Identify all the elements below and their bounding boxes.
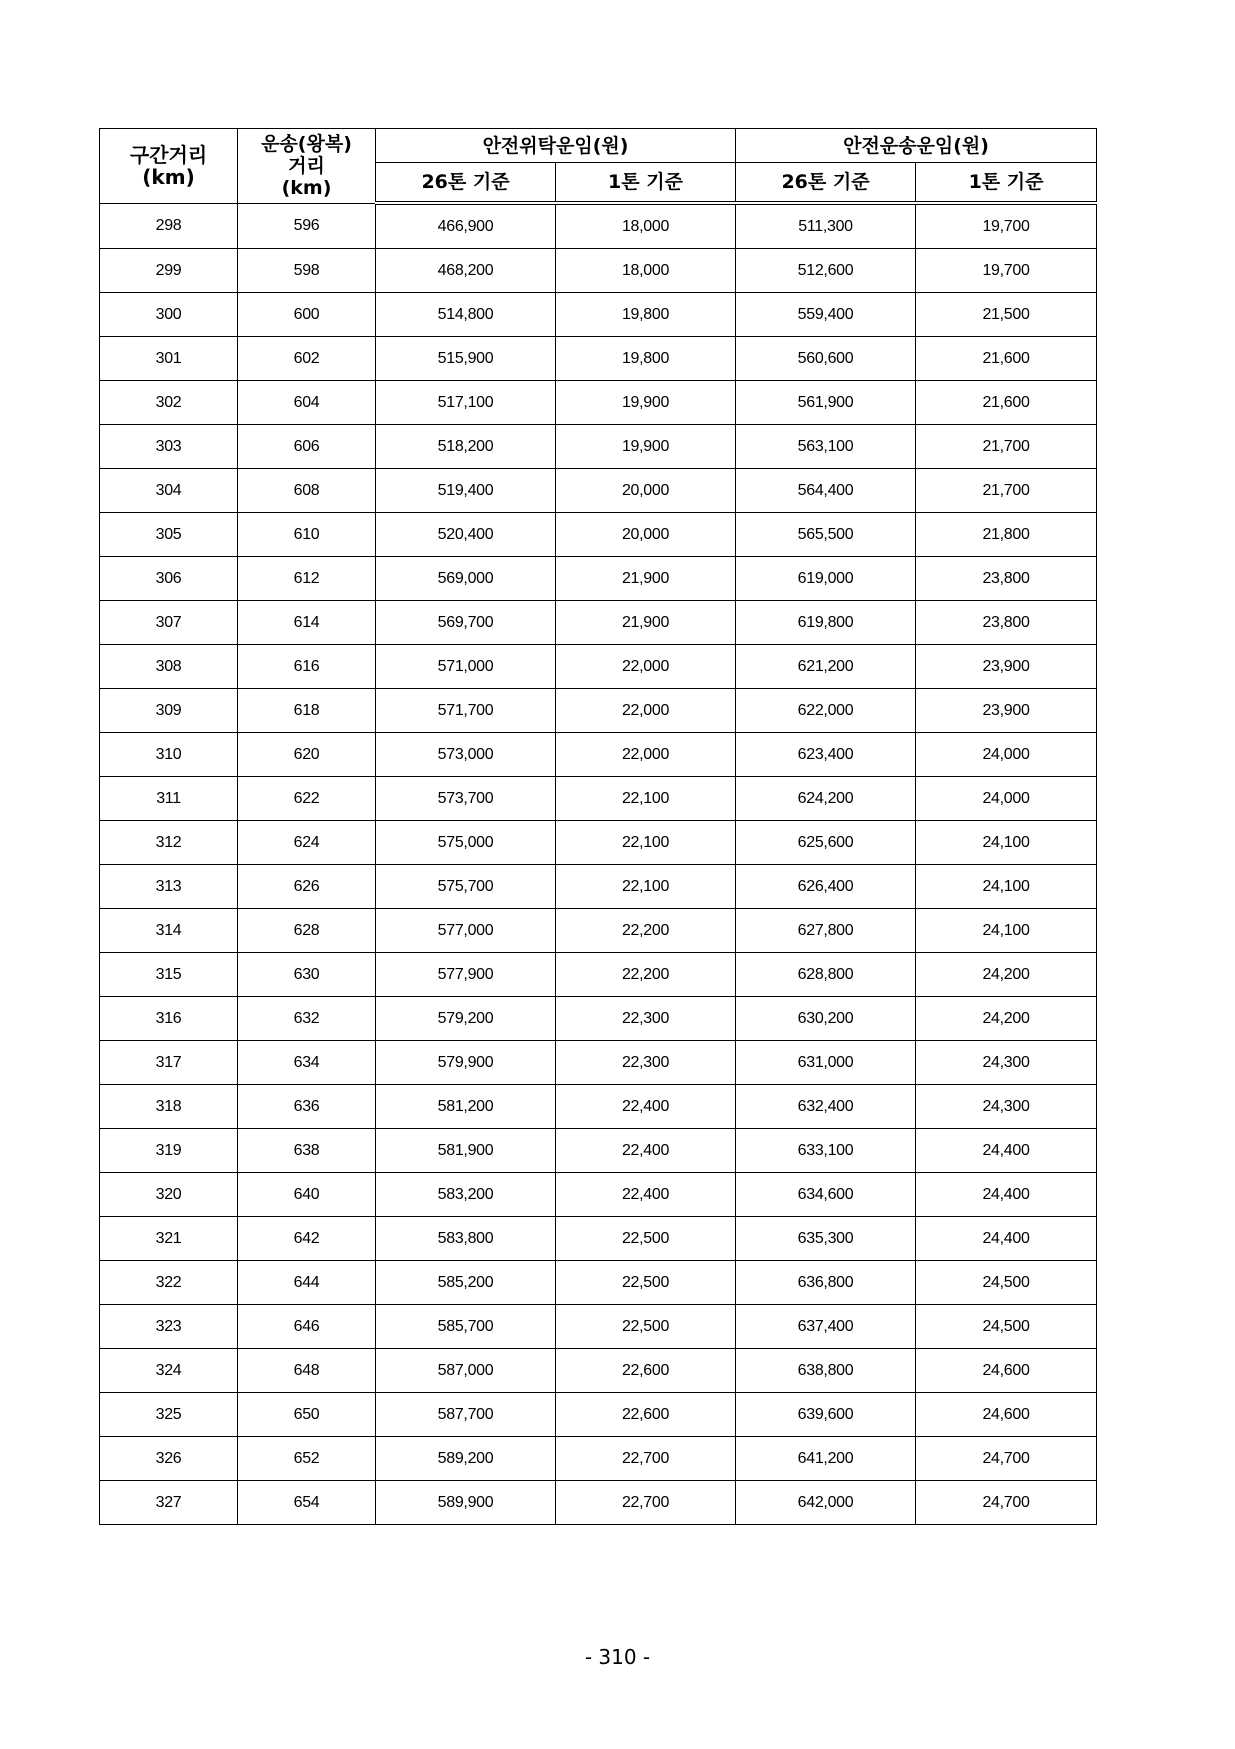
header-section-distance: 구간거리 (km) — [100, 129, 238, 204]
cell-transport-26ton: 624,200 — [736, 777, 916, 821]
table-row — [100, 909, 1097, 953]
cell-transport-distance: 644 — [238, 1261, 376, 1305]
cell-transport-1ton: 21,600 — [916, 381, 1097, 425]
cell-transport-1ton: 24,200 — [916, 953, 1097, 997]
cell-consign-1ton: 22,000 — [556, 689, 736, 733]
table-body — [100, 203, 1097, 1525]
cell-transport-distance: 642 — [238, 1217, 376, 1261]
cell-transport-1ton: 24,500 — [916, 1305, 1097, 1349]
cell-transport-26ton: 564,400 — [736, 469, 916, 513]
cell-consign-26ton: 518,200 — [376, 425, 556, 469]
cell-section-distance: 306 — [100, 557, 238, 601]
cell-transport-26ton: 638,800 — [736, 1349, 916, 1393]
table-header — [100, 129, 1097, 204]
cell-section-distance: 316 — [100, 997, 238, 1041]
table-row — [100, 997, 1097, 1041]
cell-section-distance: 319 — [100, 1129, 238, 1173]
cell-transport-26ton: 622,000 — [736, 689, 916, 733]
cell-section-distance: 298 — [100, 203, 238, 249]
cell-section-distance: 305 — [100, 513, 238, 557]
cell-section-distance: 317 — [100, 1041, 238, 1085]
table-row — [100, 1349, 1097, 1393]
cell-transport-distance: 622 — [238, 777, 376, 821]
cell-transport-1ton: 24,300 — [916, 1041, 1097, 1085]
cell-consign-26ton: 577,900 — [376, 953, 556, 997]
cell-transport-26ton: 641,200 — [736, 1437, 916, 1481]
cell-transport-26ton: 628,800 — [736, 953, 916, 997]
cell-section-distance: 310 — [100, 733, 238, 777]
cell-consign-26ton: 520,400 — [376, 513, 556, 557]
cell-consign-26ton: 587,700 — [376, 1393, 556, 1437]
cell-transport-1ton: 19,700 — [916, 203, 1097, 249]
table-row — [100, 1481, 1097, 1525]
cell-consign-1ton: 22,700 — [556, 1481, 736, 1525]
cell-transport-1ton: 23,800 — [916, 557, 1097, 601]
cell-consign-1ton: 19,800 — [556, 293, 736, 337]
cell-transport-26ton: 642,000 — [736, 1481, 916, 1525]
cell-consign-1ton: 22,700 — [556, 1437, 736, 1481]
cell-section-distance: 304 — [100, 469, 238, 513]
table-row — [100, 1437, 1097, 1481]
table-row — [100, 733, 1097, 777]
cell-section-distance: 314 — [100, 909, 238, 953]
cell-transport-1ton: 24,200 — [916, 997, 1097, 1041]
table-row — [100, 865, 1097, 909]
cell-transport-distance: 606 — [238, 425, 376, 469]
cell-transport-26ton: 559,400 — [736, 293, 916, 337]
table-row — [100, 1041, 1097, 1085]
cell-consign-1ton: 19,900 — [556, 381, 736, 425]
cell-transport-distance: 596 — [238, 203, 376, 249]
cell-transport-distance: 618 — [238, 689, 376, 733]
cell-consign-1ton: 22,100 — [556, 821, 736, 865]
cell-transport-1ton: 24,100 — [916, 909, 1097, 953]
header-safety-consignment-rate: 안전위탁운임(원) — [376, 129, 736, 163]
cell-transport-26ton: 626,400 — [736, 865, 916, 909]
cell-consign-1ton: 22,500 — [556, 1305, 736, 1349]
cell-section-distance: 300 — [100, 293, 238, 337]
cell-consign-26ton: 571,700 — [376, 689, 556, 733]
cell-section-distance: 318 — [100, 1085, 238, 1129]
cell-section-distance: 299 — [100, 249, 238, 293]
cell-transport-26ton: 627,800 — [736, 909, 916, 953]
cell-transport-1ton: 24,600 — [916, 1393, 1097, 1437]
cell-transport-26ton: 561,900 — [736, 381, 916, 425]
cell-section-distance: 301 — [100, 337, 238, 381]
cell-transport-26ton: 625,600 — [736, 821, 916, 865]
cell-transport-distance: 654 — [238, 1481, 376, 1525]
cell-transport-distance: 620 — [238, 733, 376, 777]
cell-transport-1ton: 24,100 — [916, 821, 1097, 865]
cell-transport-26ton: 619,800 — [736, 601, 916, 645]
cell-transport-26ton: 563,100 — [736, 425, 916, 469]
cell-transport-distance: 600 — [238, 293, 376, 337]
header-consign-1ton: 1톤 기준 — [556, 163, 736, 204]
cell-consign-26ton: 587,000 — [376, 1349, 556, 1393]
cell-transport-26ton: 511,300 — [736, 203, 916, 249]
cell-section-distance: 320 — [100, 1173, 238, 1217]
cell-transport-26ton: 635,300 — [736, 1217, 916, 1261]
cell-section-distance: 303 — [100, 425, 238, 469]
table-row — [100, 557, 1097, 601]
cell-consign-1ton: 22,000 — [556, 733, 736, 777]
cell-transport-distance: 626 — [238, 865, 376, 909]
cell-transport-26ton: 565,500 — [736, 513, 916, 557]
cell-consign-26ton: 573,700 — [376, 777, 556, 821]
cell-consign-26ton: 579,200 — [376, 997, 556, 1041]
table-row — [100, 1393, 1097, 1437]
cell-section-distance: 324 — [100, 1349, 238, 1393]
cell-consign-1ton: 22,000 — [556, 645, 736, 689]
cell-transport-26ton: 621,200 — [736, 645, 916, 689]
cell-transport-distance: 598 — [238, 249, 376, 293]
cell-transport-1ton: 24,100 — [916, 865, 1097, 909]
cell-transport-26ton: 623,400 — [736, 733, 916, 777]
cell-consign-26ton: 575,000 — [376, 821, 556, 865]
cell-consign-26ton: 519,400 — [376, 469, 556, 513]
cell-consign-1ton: 20,000 — [556, 513, 736, 557]
cell-consign-1ton: 22,400 — [556, 1085, 736, 1129]
cell-consign-1ton: 22,300 — [556, 1041, 736, 1085]
cell-transport-1ton: 24,700 — [916, 1481, 1097, 1525]
header-transport-1ton: 1톤 기준 — [916, 163, 1097, 204]
cell-transport-26ton: 512,600 — [736, 249, 916, 293]
cell-transport-1ton: 24,700 — [916, 1437, 1097, 1481]
header-transport-distance: 운송(왕복) 거리 (km) — [238, 129, 376, 204]
cell-transport-distance: 628 — [238, 909, 376, 953]
cell-section-distance: 326 — [100, 1437, 238, 1481]
cell-transport-1ton: 24,400 — [916, 1173, 1097, 1217]
header-transport-26ton: 26톤 기준 — [736, 163, 916, 204]
cell-transport-distance: 608 — [238, 469, 376, 513]
cell-section-distance: 313 — [100, 865, 238, 909]
cell-transport-distance: 614 — [238, 601, 376, 645]
table-row — [100, 249, 1097, 293]
cell-section-distance: 315 — [100, 953, 238, 997]
cell-transport-distance: 638 — [238, 1129, 376, 1173]
cell-transport-distance: 624 — [238, 821, 376, 865]
cell-consign-26ton: 581,900 — [376, 1129, 556, 1173]
cell-transport-1ton: 23,900 — [916, 645, 1097, 689]
cell-consign-26ton: 583,800 — [376, 1217, 556, 1261]
table-row — [100, 645, 1097, 689]
cell-transport-distance: 652 — [238, 1437, 376, 1481]
cell-consign-26ton: 575,700 — [376, 865, 556, 909]
cell-section-distance: 325 — [100, 1393, 238, 1437]
cell-consign-1ton: 22,400 — [556, 1129, 736, 1173]
freight-rate-table — [99, 128, 1097, 1525]
cell-transport-distance: 610 — [238, 513, 376, 557]
table-row — [100, 1217, 1097, 1261]
cell-consign-26ton: 589,900 — [376, 1481, 556, 1525]
table-row — [100, 1305, 1097, 1349]
table-row — [100, 1129, 1097, 1173]
cell-transport-distance: 630 — [238, 953, 376, 997]
cell-transport-1ton: 24,600 — [916, 1349, 1097, 1393]
cell-consign-1ton: 22,100 — [556, 865, 736, 909]
cell-transport-26ton: 637,400 — [736, 1305, 916, 1349]
cell-transport-1ton: 21,700 — [916, 425, 1097, 469]
cell-transport-26ton: 636,800 — [736, 1261, 916, 1305]
table-row — [100, 777, 1097, 821]
cell-section-distance: 307 — [100, 601, 238, 645]
cell-section-distance: 322 — [100, 1261, 238, 1305]
cell-consign-26ton: 573,000 — [376, 733, 556, 777]
cell-transport-distance: 634 — [238, 1041, 376, 1085]
cell-transport-1ton: 19,700 — [916, 249, 1097, 293]
cell-section-distance: 302 — [100, 381, 238, 425]
cell-consign-1ton: 22,400 — [556, 1173, 736, 1217]
cell-consign-26ton: 571,000 — [376, 645, 556, 689]
table-row — [100, 821, 1097, 865]
cell-section-distance: 311 — [100, 777, 238, 821]
cell-transport-1ton: 23,900 — [916, 689, 1097, 733]
cell-transport-26ton: 630,200 — [736, 997, 916, 1041]
cell-consign-26ton: 468,200 — [376, 249, 556, 293]
cell-transport-26ton: 639,600 — [736, 1393, 916, 1437]
table-row — [100, 1261, 1097, 1305]
cell-transport-26ton: 619,000 — [736, 557, 916, 601]
cell-transport-26ton: 631,000 — [736, 1041, 916, 1085]
cell-consign-26ton: 585,700 — [376, 1305, 556, 1349]
table-row — [100, 203, 1097, 249]
cell-transport-1ton: 24,400 — [916, 1129, 1097, 1173]
table-row — [100, 689, 1097, 733]
table-row — [100, 513, 1097, 557]
cell-consign-1ton: 22,100 — [556, 777, 736, 821]
table-row — [100, 381, 1097, 425]
cell-transport-26ton: 633,100 — [736, 1129, 916, 1173]
cell-consign-26ton: 581,200 — [376, 1085, 556, 1129]
table-row — [100, 425, 1097, 469]
header-consign-26ton: 26톤 기준 — [376, 163, 556, 204]
table-row — [100, 293, 1097, 337]
cell-transport-distance: 616 — [238, 645, 376, 689]
cell-section-distance: 312 — [100, 821, 238, 865]
cell-consign-26ton: 589,200 — [376, 1437, 556, 1481]
table-row — [100, 953, 1097, 997]
cell-transport-1ton: 21,600 — [916, 337, 1097, 381]
cell-transport-distance: 646 — [238, 1305, 376, 1349]
cell-transport-1ton: 23,800 — [916, 601, 1097, 645]
cell-consign-26ton: 585,200 — [376, 1261, 556, 1305]
cell-consign-1ton: 19,800 — [556, 337, 736, 381]
cell-transport-1ton: 24,500 — [916, 1261, 1097, 1305]
table-row — [100, 469, 1097, 513]
cell-section-distance: 327 — [100, 1481, 238, 1525]
cell-consign-1ton: 20,000 — [556, 469, 736, 513]
cell-consign-26ton: 579,900 — [376, 1041, 556, 1085]
table-row — [100, 1173, 1097, 1217]
cell-consign-26ton: 517,100 — [376, 381, 556, 425]
cell-transport-distance: 640 — [238, 1173, 376, 1217]
cell-transport-distance: 632 — [238, 997, 376, 1041]
table-row — [100, 601, 1097, 645]
cell-section-distance: 308 — [100, 645, 238, 689]
cell-consign-1ton: 18,000 — [556, 203, 736, 249]
cell-consign-1ton: 22,600 — [556, 1393, 736, 1437]
page-number: - 310 - — [584, 1645, 651, 1669]
cell-transport-distance: 612 — [238, 557, 376, 601]
cell-consign-1ton: 22,300 — [556, 997, 736, 1041]
cell-consign-1ton: 21,900 — [556, 601, 736, 645]
cell-transport-1ton: 24,000 — [916, 777, 1097, 821]
cell-transport-distance: 602 — [238, 337, 376, 381]
cell-section-distance: 323 — [100, 1305, 238, 1349]
cell-section-distance: 309 — [100, 689, 238, 733]
cell-transport-1ton: 21,500 — [916, 293, 1097, 337]
cell-consign-26ton: 569,000 — [376, 557, 556, 601]
cell-transport-1ton: 24,400 — [916, 1217, 1097, 1261]
cell-consign-26ton: 583,200 — [376, 1173, 556, 1217]
cell-transport-distance: 636 — [238, 1085, 376, 1129]
header-safety-transport-rate: 안전운송운임(원) — [736, 129, 1097, 163]
cell-consign-26ton: 466,900 — [376, 203, 556, 249]
cell-transport-1ton: 24,300 — [916, 1085, 1097, 1129]
cell-consign-26ton: 515,900 — [376, 337, 556, 381]
table-row — [100, 1085, 1097, 1129]
cell-consign-1ton: 22,500 — [556, 1217, 736, 1261]
cell-consign-26ton: 569,700 — [376, 601, 556, 645]
cell-consign-26ton: 514,800 — [376, 293, 556, 337]
cell-consign-1ton: 21,900 — [556, 557, 736, 601]
cell-transport-26ton: 632,400 — [736, 1085, 916, 1129]
cell-transport-1ton: 21,800 — [916, 513, 1097, 557]
cell-transport-26ton: 560,600 — [736, 337, 916, 381]
cell-transport-1ton: 21,700 — [916, 469, 1097, 513]
cell-transport-1ton: 24,000 — [916, 733, 1097, 777]
cell-transport-distance: 604 — [238, 381, 376, 425]
cell-consign-1ton: 22,500 — [556, 1261, 736, 1305]
cell-consign-26ton: 577,000 — [376, 909, 556, 953]
cell-consign-1ton: 18,000 — [556, 249, 736, 293]
cell-transport-distance: 648 — [238, 1349, 376, 1393]
cell-transport-26ton: 634,600 — [736, 1173, 916, 1217]
cell-consign-1ton: 22,200 — [556, 953, 736, 997]
cell-consign-1ton: 22,600 — [556, 1349, 736, 1393]
table-row — [100, 337, 1097, 381]
cell-consign-1ton: 19,900 — [556, 425, 736, 469]
cell-consign-1ton: 22,200 — [556, 909, 736, 953]
cell-transport-distance: 650 — [238, 1393, 376, 1437]
cell-section-distance: 321 — [100, 1217, 238, 1261]
